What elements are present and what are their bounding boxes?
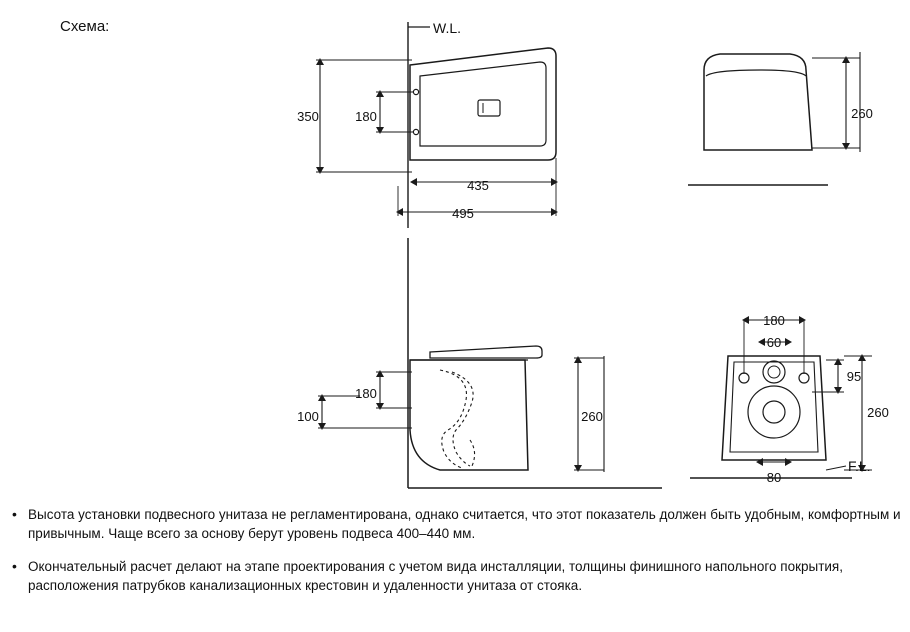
seat-lid-bottom (430, 346, 542, 358)
dim-260-arrow-top-b (574, 356, 582, 363)
dim-text-350: 350 (297, 109, 319, 124)
dim-495-arrow-right (551, 208, 558, 216)
dim-260-arrow-bottom-b (574, 465, 582, 472)
dim-350-arrow-top (316, 58, 324, 65)
bolt-hole-top-2 (413, 129, 418, 134)
dim-text-80: 80 (766, 470, 782, 485)
dim-100-arrow-bottom (318, 423, 326, 430)
bowl-outline-side (704, 54, 812, 150)
dim-text-95: 95 (846, 369, 862, 384)
dim-100-arrow-top (318, 394, 326, 401)
bowl-outline-front (722, 356, 826, 460)
bolt-hole-front-right (799, 373, 809, 383)
siphon-dashed-3 (470, 440, 475, 466)
dim-80-arrow-right (785, 458, 792, 466)
siphon-dashed-2 (452, 372, 473, 466)
dim-text-180-top: 180 (355, 109, 377, 124)
flush-inlet-inner-front (768, 366, 780, 378)
bolt-hole-top-1 (413, 89, 418, 94)
list-item (12, 557, 902, 595)
dim-260-arrow-bottom-side (842, 143, 850, 150)
dim-180-arrow-bottom-b (376, 403, 384, 410)
bolt-hole-front-left (739, 373, 749, 383)
dim-text-260-bottom: 260 (581, 409, 603, 424)
dim-180-arrow-top (376, 90, 384, 97)
dim-95-arrow-bottom (834, 387, 842, 394)
dim-60-arrow-right (785, 338, 792, 346)
bullet-icon: • (12, 506, 17, 522)
dim-text-260-side: 260 (851, 106, 873, 121)
dim-495-arrow-left (396, 208, 403, 216)
dim-text-60: 60 (766, 335, 782, 350)
dim-text-435: 435 (467, 178, 489, 193)
note-text: Окончательный расчет делают на этапе проектирования с учетом вида инсталляции, толщины финишного напольного покрытия, расположения патрубков канализационных крестовин и удаленности унитаза от стояка. (28, 559, 843, 594)
drain-rect-top (478, 100, 500, 116)
dim-260-arrow-top-side (842, 56, 850, 63)
dim-text-180-bottom: 180 (355, 386, 377, 401)
dim-80-arrow-left (756, 458, 763, 466)
outlet-outer-front (748, 386, 800, 438)
dim-180-arrow-bottom (376, 127, 384, 134)
bowl-outline-bottom (410, 360, 528, 470)
dim-435-arrow-right (551, 178, 558, 186)
outlet-inner-front (763, 401, 785, 423)
fl-leader (826, 466, 846, 470)
siphon-dashed-1 (440, 370, 466, 468)
dim-180-arrow-top-b (376, 370, 384, 377)
dim-text-260-front: 260 (867, 405, 889, 420)
dim-text-180-front: 180 (763, 313, 785, 328)
page-title: Схема: (60, 18, 110, 35)
note-text: Высота установки подвесного унитаза не регламентирована, однако считается, что этот показатель должен быть удобным, комфортным и привычным. Чаще всего за основу берут уровень подвеса 400–440 мм. (28, 507, 901, 542)
dim-60-arrow-left (758, 338, 765, 346)
dim-435-arrow-left (410, 178, 417, 186)
label-floor-level: F.L. (848, 458, 871, 474)
notes-list (12, 505, 902, 610)
seat-line-side (706, 70, 806, 76)
list-item (12, 505, 902, 543)
dim-text-100: 100 (297, 409, 319, 424)
flush-inlet-front (763, 361, 785, 383)
bullet-icon: • (12, 558, 17, 575)
dim-260-arrow-top-front (858, 354, 866, 361)
label-water-level: W.L. (433, 20, 462, 36)
dim-180-arrow-right-front (799, 316, 806, 324)
dim-180-arrow-left-front (742, 316, 749, 324)
dim-95-arrow-top (834, 358, 842, 365)
dim-text-495: 495 (452, 206, 474, 221)
dim-350-arrow-bottom (316, 167, 324, 174)
